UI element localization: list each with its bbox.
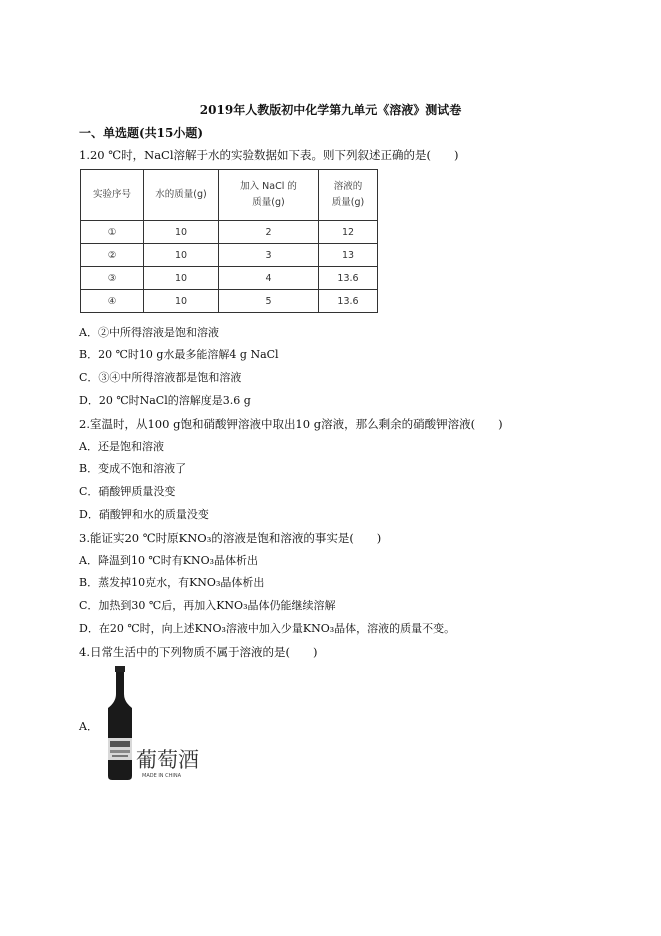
question-2-option-a: A．还是饱和溶液 — [79, 440, 164, 453]
table-cell: 10 — [144, 290, 219, 313]
wine-bottle-image — [100, 664, 200, 786]
question-1-option-c: C．③④中所得溶液都是饱和溶液 — [79, 371, 242, 384]
table-cell: 12 — [319, 221, 378, 244]
question-1-option-d: D．20 ℃时NaCl的溶解度是3.6 g — [79, 394, 251, 407]
table-row — [81, 267, 378, 290]
table-cell: ④ — [81, 290, 144, 313]
wine-image-subtext: MADE IN CHINA — [142, 773, 182, 779]
table-header: 加入 NaCl 的 质量(g) — [219, 170, 319, 221]
wine-image-text: 葡萄酒 — [136, 748, 199, 772]
table-header-row — [81, 170, 378, 221]
table-header: 实验序号 — [81, 170, 144, 221]
table-cell: 13.6 — [319, 290, 378, 313]
table-cell: 13 — [319, 244, 378, 267]
question-3-option-d: D．在20 ℃时，向上述KNO₃溶液中加入少量KNO₃晶体，溶液的质量不变。 — [79, 622, 456, 635]
question-2-stem: 2.室温时，从100 g饱和硝酸钾溶液中取出10 g溶液，那么剩余的硝酸钾溶液( ) — [79, 417, 503, 431]
table-cell: 10 — [144, 267, 219, 290]
table-cell: ③ — [81, 267, 144, 290]
table-cell: 4 — [219, 267, 319, 290]
table-row — [81, 244, 378, 267]
table-header: 溶液的 质量(g) — [319, 170, 378, 221]
page-title: 2019年人教版初中化学第九单元《溶液》测试卷 — [199, 103, 462, 117]
table-cell: 2 — [219, 221, 319, 244]
table-cell: 10 — [144, 221, 219, 244]
table-cell: 5 — [219, 290, 319, 313]
question-3-stem: 3.能证实20 ℃时原KNO₃的溶液是饱和溶液的事实是( ) — [79, 531, 382, 545]
table-row — [81, 221, 378, 244]
question-2-option-b: B．变成不饱和溶液了 — [79, 462, 187, 475]
question-3-option-b: B．蒸发掉10克水，有KNO₃晶体析出 — [79, 576, 265, 589]
table-cell: ② — [81, 244, 144, 267]
question-1-stem: 1.20 ℃时，NaCl溶解于水的实验数据如下表。则下列叙述正确的是( ) — [79, 148, 459, 162]
table-cell: 13.6 — [319, 267, 378, 290]
table-header: 水的质量(g) — [144, 170, 219, 221]
table-cell: 10 — [144, 244, 219, 267]
question-4-option-a-label: A． — [79, 720, 98, 733]
question-3-option-a: A．降温到10 ℃时有KNO₃晶体析出 — [79, 554, 259, 567]
question-3-option-c: C．加热到30 ℃后，再加入KNO₃晶体仍能继续溶解 — [79, 599, 336, 612]
question-2-option-d: D．硝酸钾和水的质量没变 — [79, 508, 209, 521]
question-1-option-b: B．20 ℃时10 g水最多能溶解4 g NaCl — [79, 348, 279, 361]
experiment-table — [80, 169, 378, 313]
question-2-option-c: C．硝酸钾质量没变 — [79, 485, 176, 498]
table-cell: 3 — [219, 244, 319, 267]
table-cell: ① — [81, 221, 144, 244]
question-1-option-a: A．②中所得溶液是饱和溶液 — [79, 326, 219, 339]
wine-bottle-icon — [100, 664, 200, 782]
table-row — [81, 290, 378, 313]
question-4-stem: 4.日常生活中的下列物质不属于溶液的是( ) — [79, 645, 318, 659]
section-heading: 一、单选题(共15小题) — [79, 126, 204, 140]
